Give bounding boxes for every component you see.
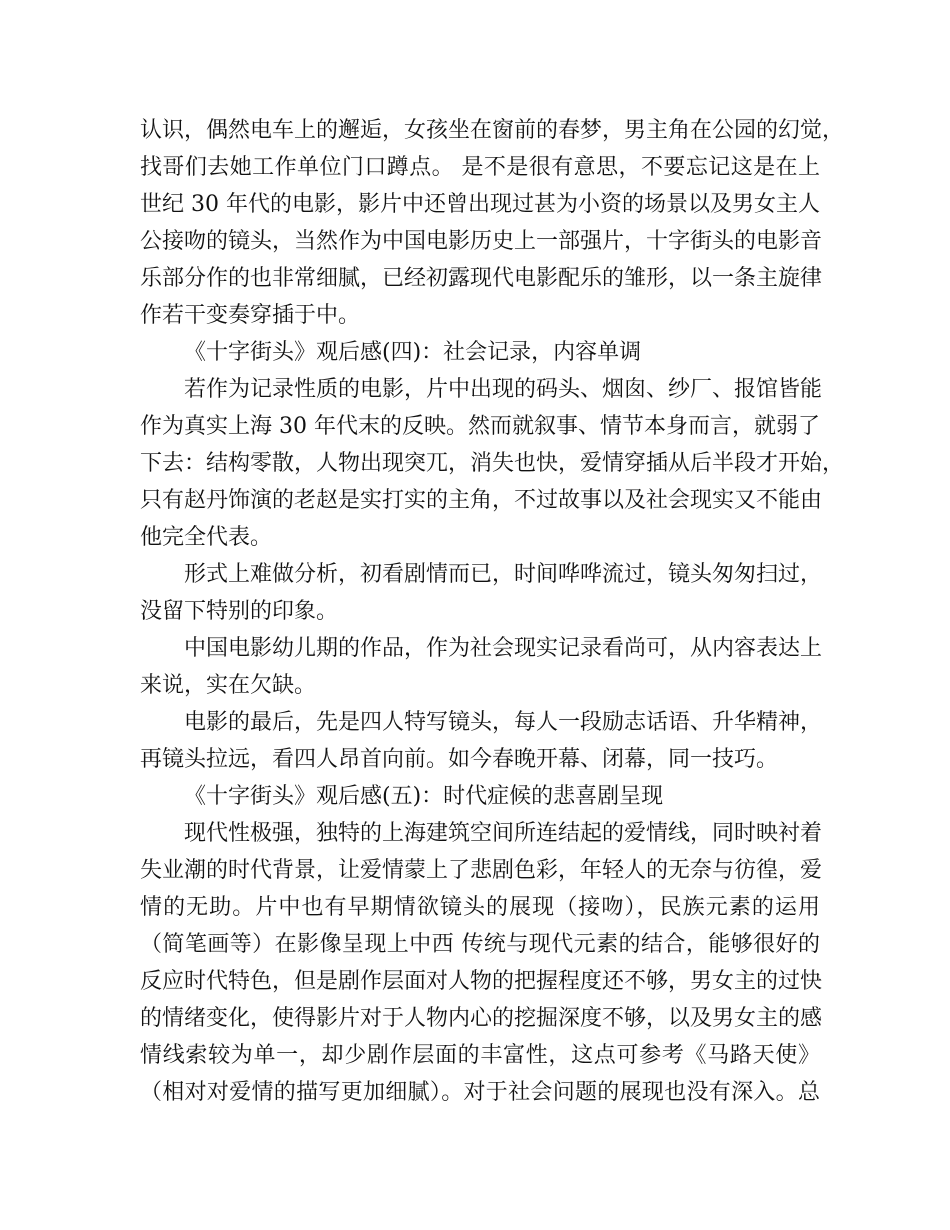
text-line: 世纪 30 年代的电影，影片中还曾出现过甚为小资的场景以及男女主人 bbox=[140, 192, 820, 217]
text-line: 来说，实在欠缺。 bbox=[140, 673, 317, 698]
text-line: 失业潮的时代背景，让爱情蒙上了悲剧色彩，年轻人的无奈与彷徨，爱 bbox=[140, 858, 823, 883]
text-line: 作若干变奏穿插于中。 bbox=[140, 303, 361, 328]
text-line: 再镜头拉远，看四人昂首向前。如今春晚开幕、闭幕，同一技巧。 bbox=[140, 747, 779, 772]
text-line: （相对对爱情的描写更加细腻）。对于社会问题的展现也没有深入。总 bbox=[140, 1080, 820, 1105]
text-line: 公接吻的镜头，当然作为中国电影历史上一部强片，十字街头的电影音 bbox=[140, 229, 823, 254]
text-line: 作为真实上海 30 年代末的反映。然而就叙事、情节本身而言，就弱了 bbox=[140, 414, 820, 439]
text-line: 认识，偶然电车上的邂逅，女孩坐在窗前的春梦，男主角在公园的幻觉， bbox=[140, 118, 845, 143]
text-line: 情线索较为单一，却少剧作层面的丰富性，这点可参考《马路天使》 bbox=[140, 1043, 820, 1068]
text-line: 他完全代表。 bbox=[140, 525, 273, 550]
section-heading: 《十字街头》观后感(四)：社会记录，内容单调 bbox=[184, 340, 642, 365]
text-line: （简笔画等）在影像呈现上中西 传统与现代元素的结合，能够很好的 bbox=[140, 932, 820, 957]
text-line: 情的无助。片中也有早期情欲镜头的展现（接吻），民族元素的运用 bbox=[140, 895, 820, 920]
text-line: 没留下特别的印象。 bbox=[140, 599, 339, 624]
text-line: 找哥们去她工作单位门口蹲点。 是不是很有意思，不要忘记这是在上 bbox=[140, 155, 820, 180]
text-line: 乐部分作的也非常细腻，已经初露现代电影配乐的雏形，以一条主旋律 bbox=[140, 266, 823, 291]
text-line: 的情绪变化，使得影片对于人物内心的挖掘深度不够，以及男女主的感 bbox=[140, 1006, 823, 1031]
section-heading: 《十字街头》观后感(五)：时代症候的悲喜剧呈现 bbox=[184, 784, 664, 809]
text-line: 中国电影幼儿期的作品，作为社会现实记录看尚可，从内容表达上 bbox=[184, 636, 823, 661]
text-line: 只有赵丹饰演的老赵是实打实的主角，不过故事以及社会现实又不能由 bbox=[140, 488, 823, 513]
text-line: 电影的最后，先是四人特写镜头，每人一段励志话语、升华精神， bbox=[184, 710, 823, 735]
body-text bbox=[140, 112, 845, 1111]
text-line: 下去：结构零散，人物出现突兀，消失也快，爱情穿插从后半段才开始， bbox=[140, 451, 845, 476]
text-line: 反应时代特色，但是剧作层面对人物的把握程度还不够，男女主的过快 bbox=[140, 969, 823, 994]
text-line: 形式上难做分析，初看剧情而已，时间哗哗流过，镜头匆匆扫过， bbox=[184, 562, 823, 587]
text-line: 现代性极强，独特的上海建筑空间所连结起的爱情线，同时映衬着 bbox=[184, 821, 823, 846]
text-line: 若作为记录性质的电影，片中出现的码头、烟囱、纱厂、报馆皆能 bbox=[184, 377, 823, 402]
